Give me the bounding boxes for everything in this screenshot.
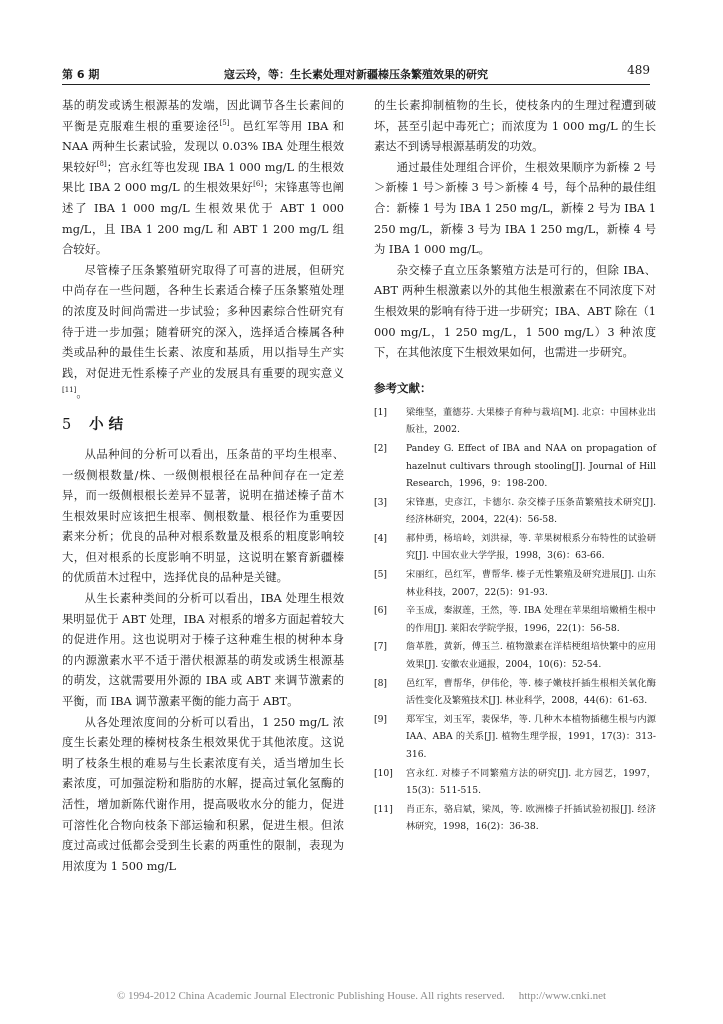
reference-number: [11] xyxy=(374,803,393,815)
reference-item xyxy=(374,440,656,493)
copyright-text: © 1994-2012 China Academic Journal Electronic Publishing House. All rights reserved. xyxy=(116,990,505,1002)
reference-item xyxy=(374,711,656,764)
references-heading: 参考文献： xyxy=(374,380,432,395)
reference-text: Pandey G. Effect of IBA and NAA on propagation of hazelnut cultivars through stooling[J]. Journal of Hill Research，1996，9：198-200. xyxy=(406,442,656,490)
reference-number: [3] xyxy=(374,496,388,508)
reference-item xyxy=(374,675,656,710)
reference-number: [1] xyxy=(374,406,388,418)
reference-number: [6] xyxy=(374,605,388,617)
reference-text: 郑军宝，刘玉军，裴保华，等. 几种木本植物插穗生根与内源 IAA、ABA 的关系[J]. 植物生理学报，1991，17(3)：313-316. xyxy=(406,713,656,760)
footer-url[interactable]: http://www.cnki.net xyxy=(518,990,607,1002)
reference-text: 宫永红. 对榛子不同繁殖方法的研究[J]. 北方园艺，1997，15(3)：511-515. xyxy=(406,767,656,797)
reference-number: [5] xyxy=(374,569,388,581)
reference-text: 邑红军，曹帮华，伊伟伦，等. 榛子嫩枝扦插生根相关氧化酶活性变化及繁殖技术[J]. 林业科学，2008，44(6)：61-63. xyxy=(406,677,656,707)
reference-list xyxy=(374,404,656,836)
paragraph: 基的萌发或诱生根源基的发端，因此调节各生长素间的平衡是克服难生根的重要途径[5]。邑红军等用 IBA 和 NAA 两种生长素试验，发现以 0.03% IBA 处理生根效果较好[8]；宫永红等也发现 IBA 1 000 mg/L 的生根效果比 IBA 2 000 mg/L 的生根效果好[6]；宋锋惠等也阐述了 IBA 1 000 mg/L 生根效果优于 ABT 1 000 mg/L，且 IBA 1 200 mg/L 和 ABT 1 200 mg/L 组合较好。 xyxy=(62,99,344,257)
citation: [6] xyxy=(253,180,264,189)
running-header xyxy=(62,62,650,85)
paragraph: 的生长素抑制植物的生长，使枝条内的生理过程遭到破坏，甚至引起中毒死亡；而浓度为 1 000 mg/L 的生长素达不到诱导根源基萌发的功效。 xyxy=(374,99,656,154)
reference-item xyxy=(374,404,656,439)
reference-item xyxy=(374,765,656,800)
reference-number: [10] xyxy=(374,767,393,779)
left-column xyxy=(62,96,344,877)
paragraph: 尽管榛子压条繁殖研究取得了可喜的进展，但研究中尚存在一些问题，各种生长素适合榛子压条繁殖处理的浓度及时间尚需进一步试验；多种因素综合性研究有待于进一步加强；随着研究的深入，选择适合榛属各种类或品种的最佳生长素、浓度和基质，用以指导生产实践，对促进无性系榛子产业的发展具有重要的现实意义[11]。 xyxy=(62,263,344,401)
reference-number: [2] xyxy=(374,442,388,454)
reference-number: [9] xyxy=(374,713,388,725)
paragraph: 从品种间的分析可以看出，压条苗的平均生根率、一级侧根数量/株、一级侧根根径在品种间存在一定差异，而一级侧根根长差异不显著，说明在描述榛子苗木生根效果时应该把生根率、侧根数量、根径作为重要因素来分析；优良的品种对根系数量及根系的粗度影响较大，但对根系的长度影响不明显，这说明在繁育新疆榛的优质苗木过程中，选择优良的品种是关键。 xyxy=(62,447,344,585)
citation: [8] xyxy=(96,160,107,169)
reference-text: 辛玉成，秦淑莲，王然，等. IBA 处理在苹果组培嫩梢生根中的作用[J]. 莱阳农学院学报，1996，22(1)：56-58. xyxy=(406,605,656,634)
copyright-footer xyxy=(0,990,723,1002)
reference-number: [8] xyxy=(374,677,388,689)
issue-label: 第 6 期 xyxy=(62,68,100,81)
reference-item xyxy=(374,638,656,673)
section-number: 5 xyxy=(62,416,72,433)
reference-item xyxy=(374,494,656,529)
reference-item xyxy=(374,530,656,565)
reference-text: 肖正东，骆启斌，梁凤，等. 欧洲榛子扦插试验初报[J]. 经济林研究，1998，16(2)：36-38. xyxy=(406,803,656,833)
paragraph: 通过最佳处理组合评价，生根效果顺序为新榛 2 号＞新榛 1 号＞新榛 3 号＞新榛 4 号，每个品种的最佳组合：新榛 1 号为 IBA 1 250 mg/L，新榛 2 号为 IBA 1 250 mg/L，新榛 3 号为 IBA 1 250 mg/L，新榛 4 号为 IBA 1 000 mg/L。 xyxy=(374,160,656,257)
right-column xyxy=(374,96,656,837)
reference-item xyxy=(374,801,656,836)
running-title: 寇云玲，等：生长素处理对新疆榛压条繁殖效果的研究 xyxy=(224,68,488,81)
paragraph: 杂交榛子直立压条繁殖方法是可行的，但除 IBA、ABT 两种生根激素以外的其他生根激素在不同浓度下对生根效果的影响有待于进一步研究；IBA、ABT 除在（1 000 mg/L，1 250 mg/L，1 500 mg/L）3 种浓度下，在其他浓度下生根效果如何，也需进一步研究。 xyxy=(374,263,656,360)
page-number: 489 xyxy=(627,63,650,77)
citation: [11] xyxy=(62,386,77,395)
paragraph: 从各处理浓度间的分析可以看出，1 250 mg/L 浓度生长素处理的榛树枝条生根效果优于其他浓度。这说明了枝条生根的难易与生长素浓度有关，适当增加生长素浓度，可加强淀粉和脂肪的水解，提高过氧化氢酶的活性，增加新陈代谢作用，提高吸收水分的能力，促进可溶性化合物向枝条下部运输和积累，促进生根。但浓度过高或过低都会受到生长素的两重性的限制，表现为用浓度为 1 500 mg/L xyxy=(62,715,344,873)
citation: [5] xyxy=(219,118,230,127)
reference-text: 郝仲勇，杨培岭，刘洪禄，等. 苹果树根系分布特性的试验研究[J]. 中国农业大学学报，1998，3(6)：63-66. xyxy=(406,532,656,562)
section-heading xyxy=(62,407,344,443)
section-title: 小 结 xyxy=(89,416,124,433)
reference-item xyxy=(374,566,656,601)
reference-text: 宋锋惠，史彦江，卡德尔. 杂交榛子压条苗繁殖技术研究[J]. 经济林研究，2004，22(4)：56-58. xyxy=(406,496,656,526)
reference-text: 宋丽红，邑红军，曹帮华. 榛子无性繁殖及研究进展[J]. 山东林业科技，2007，22(5)：91-93. xyxy=(406,569,656,598)
reference-number: [4] xyxy=(374,532,388,544)
reference-number: [7] xyxy=(374,641,388,653)
reference-text: 梁维坚，董德芬. 大果榛子育种与栽培[M]. 北京：中国林业出版社，2002. xyxy=(406,406,656,436)
reference-text: 詹革胜，黄新，傅玉兰. 植物激素在洋桔梗组培快繁中的应用效果[J]. 安徽农业通报，2004，10(6)：52-54. xyxy=(406,641,656,671)
paragraph: 从生长素种类间的分析可以看出，IBA 处理生根效果明显优于 ABT 处理，IBA 对根系的增多方面起着较大的促进作用。这也说明对于榛子这种难生根的树种本身的内源激素水平不适于潜伏根源基的萌发或诱生根源基的萌发，这就需要用外源的 IBA 或 ABT 来调节激素的平衡，而 IBA 调节激素平衡的能力高于 ABT。 xyxy=(62,592,344,709)
reference-item xyxy=(374,602,656,637)
